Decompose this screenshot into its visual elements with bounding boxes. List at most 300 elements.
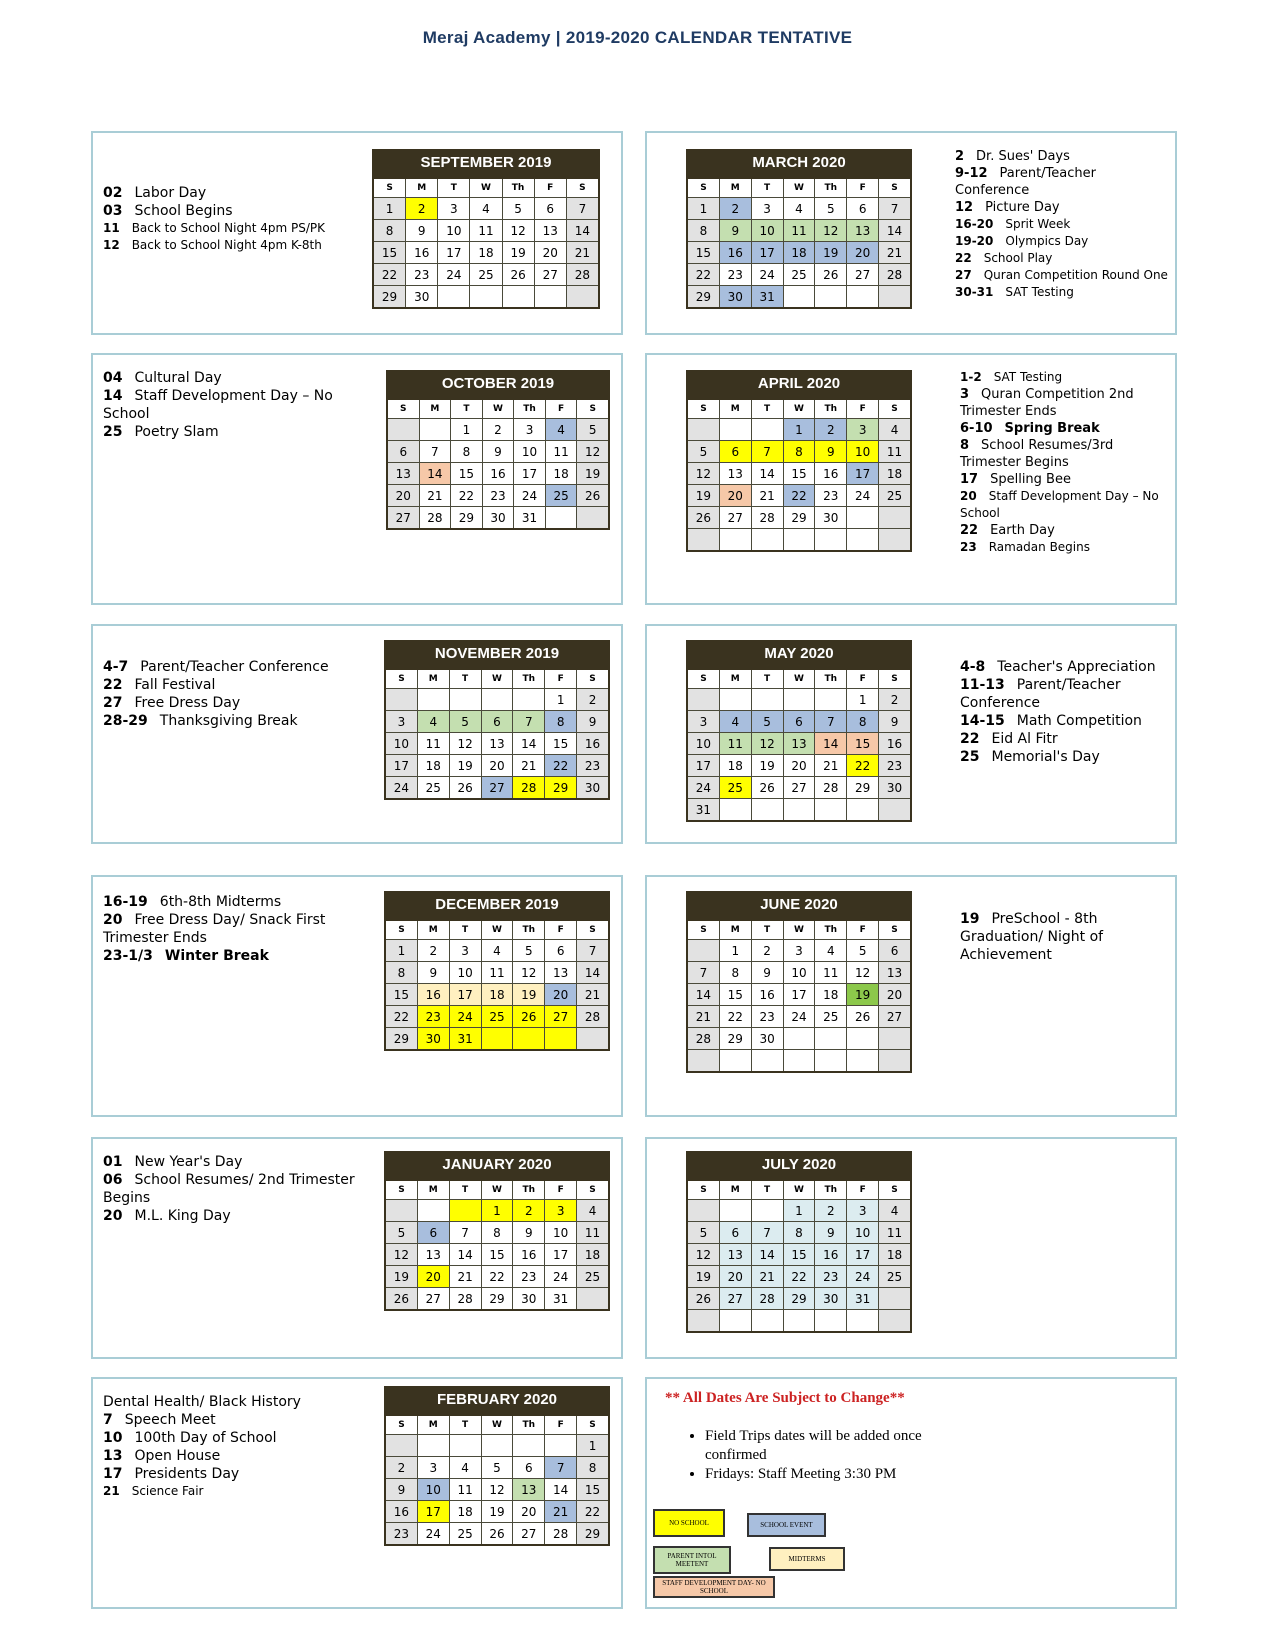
event-item [103,1483,373,1500]
event-date: 19-20 [955,234,994,248]
event-item [960,730,1170,748]
day-cell [513,1435,545,1457]
event-date: 17 [103,1466,123,1482]
event-text: New Year's Day [134,1154,243,1170]
event-item [955,216,1170,233]
event-text: Teacher's Appreciation [997,659,1156,675]
day-cell: 29 [545,777,577,800]
day-cell: 15 [481,1244,513,1266]
day-cell: 5 [687,441,719,463]
day-cell [385,689,417,711]
event-text: Memorial's Day [991,749,1100,765]
day-cell: 24 [438,264,470,286]
day-cell: 19 [513,984,545,1006]
event-item [960,488,1170,522]
day-cell: 25 [719,777,751,799]
weekday-label: T [751,178,783,198]
day-cell: 6 [387,441,419,463]
event-text: Staff Development Day – No School [960,489,1159,520]
event-date: 3 [960,387,970,402]
day-cell: 6 [417,1222,449,1244]
event-date: 02 [103,185,123,201]
day-cell: 6 [847,198,879,220]
weekday-label: T [438,178,470,198]
day-cell: 25 [481,1006,513,1028]
day-cell: 11 [783,220,815,242]
event-item [960,712,1170,730]
month-title: SEPTEMBER 2019 [372,149,600,177]
day-cell: 3 [847,419,879,441]
weekday-label: W [481,920,513,940]
event-date: 20 [960,489,977,503]
day-cell: 14 [545,1479,577,1501]
day-cell: 3 [385,711,417,733]
day-cell: 3 [514,419,546,441]
day-cell: 20 [879,984,911,1006]
day-cell: 20 [719,1266,751,1288]
weekday-label: Th [815,669,847,689]
day-cell: 17 [783,984,815,1006]
event-item [103,893,373,911]
event-date: 4-7 [103,659,129,675]
day-cell: 8 [545,711,577,733]
day-cell: 11 [470,220,502,242]
day-cell: 5 [449,711,481,733]
day-cell: 9 [719,220,751,242]
month-title: JANUARY 2020 [384,1151,610,1179]
day-cell: 3 [449,940,481,962]
day-cell: 14 [566,220,599,242]
day-cell: 20 [481,755,513,777]
day-cell: 9 [385,1479,417,1501]
day-cell: 15 [373,242,406,264]
weekday-label: T [751,1180,783,1200]
day-cell: 22 [687,264,719,286]
event-text: Thanksgiving Break [159,713,298,729]
day-cell: 6 [481,711,513,733]
day-cell: 16 [815,1244,847,1266]
day-cell: 23 [417,1006,449,1028]
event-text: Quran Competition 2nd Trimester Ends [960,387,1134,419]
weekday-label: S [577,920,609,940]
day-cell: 25 [577,1266,609,1288]
weekday-label: T [449,920,481,940]
day-cell: 1 [451,419,483,441]
day-cell [470,286,502,309]
day-cell [687,940,719,962]
event-text: Open House [134,1448,221,1464]
day-cell: 10 [438,220,470,242]
event-text: Parent/Teacher Conference [140,659,329,675]
day-cell: 21 [513,755,545,777]
day-cell: 12 [815,220,847,242]
day-cell: 2 [417,940,449,962]
day-cell: 17 [385,755,417,777]
event-item [955,148,1170,165]
event-item [103,220,373,237]
day-cell: 13 [417,1244,449,1266]
month-title: NOVEMBER 2019 [384,640,610,668]
day-cell: 22 [373,264,406,286]
event-text: Cultural Day [134,370,222,386]
events-october [103,369,353,441]
calendar-november [384,640,610,800]
event-date: 1-2 [960,370,982,384]
weekday-label: M [719,178,751,198]
event-date: 22 [960,731,980,747]
day-cell: 18 [719,755,751,777]
weekday-label: W [482,399,514,419]
weekday-label: Th [513,920,545,940]
day-cell: 27 [719,507,751,529]
day-cell [417,1200,449,1222]
day-cell: 19 [687,485,719,507]
day-cell: 5 [513,940,545,962]
day-cell: 16 [879,733,911,755]
day-cell: 7 [545,1457,577,1479]
event-date: 03 [103,203,123,219]
day-cell: 27 [387,507,419,530]
event-date: 25 [960,749,980,765]
event-item [103,1153,373,1171]
event-text: Parent/Teacher Conference [955,166,1096,198]
calendar-july [686,1151,912,1333]
day-cell: 13 [387,463,419,485]
day-cell: 18 [481,984,513,1006]
day-cell: 9 [513,1222,545,1244]
day-cell [687,1310,719,1333]
day-cell [783,529,815,552]
event-text: 6th-8th Midterms [159,894,282,910]
day-cell: 16 [577,733,609,755]
day-cell: 30 [406,286,438,309]
day-cell: 1 [373,198,406,220]
day-cell: 30 [751,1028,783,1050]
day-cell: 18 [783,242,815,264]
weekday-label: M [417,669,449,689]
day-cell: 25 [783,264,815,286]
day-cell: 11 [481,962,513,984]
day-cell: 6 [783,711,815,733]
day-cell [783,1310,815,1333]
day-cell: 21 [449,1266,481,1288]
day-cell: 10 [545,1222,577,1244]
weekday-label: S [577,1180,609,1200]
event-item [103,911,373,947]
event-item [103,369,353,387]
event-text: Dr. Sues' Days [976,149,1070,164]
calendar-october [386,370,610,530]
day-cell: 25 [815,1006,847,1028]
day-cell: 10 [385,733,417,755]
day-cell: 16 [815,463,847,485]
day-cell: 4 [545,419,577,441]
day-cell: 23 [482,485,514,507]
weekday-label: M [406,178,438,198]
day-cell: 7 [687,962,719,984]
day-cell: 22 [451,485,483,507]
day-cell: 14 [513,733,545,755]
weekday-label: S [373,178,406,198]
weekday-label: S [387,399,419,419]
event-date: 22 [955,251,972,265]
day-cell [566,286,599,309]
weekday-label: M [417,1180,449,1200]
day-cell: 21 [545,1501,577,1523]
day-cell: 24 [385,777,417,800]
event-text: Spring Break [1004,421,1100,436]
event-item [960,369,1170,386]
day-cell: 16 [719,242,751,264]
event-date: 21 [103,1484,120,1498]
day-cell: 31 [514,507,546,530]
day-cell: 1 [577,1435,609,1457]
day-cell: 15 [451,463,483,485]
day-cell: 28 [577,1006,609,1028]
legend-ptc: PARENT INTOL MEETENT [653,1546,731,1574]
event-text: SAT Testing [1005,285,1074,299]
weekday-label: W [470,178,502,198]
day-cell [449,689,481,711]
day-cell: 22 [783,1266,815,1288]
day-cell: 30 [879,777,911,799]
event-text: Parent/Teacher Conference [960,677,1121,711]
day-cell: 3 [751,198,783,220]
day-cell [847,529,879,552]
weekday-label: F [847,920,879,940]
weekday-label: W [783,399,815,419]
day-cell: 8 [577,1457,609,1479]
weekday-label: W [783,1180,815,1200]
day-cell: 12 [687,1244,719,1266]
day-cell: 21 [566,242,599,264]
day-cell: 27 [719,1288,751,1310]
day-cell: 7 [577,940,609,962]
day-cell: 8 [783,1222,815,1244]
day-cell [879,529,911,552]
day-cell: 9 [482,441,514,463]
weekday-label: T [449,1180,481,1200]
event-text: School Resumes/ 2nd Trimester Begins [103,1172,355,1206]
day-cell: 29 [481,1288,513,1311]
day-cell [879,286,911,309]
day-cell: 14 [751,463,783,485]
day-cell: 17 [449,984,481,1006]
day-cell: 24 [847,1266,879,1288]
event-date: 2 [955,149,965,164]
day-cell: 8 [481,1222,513,1244]
day-cell: 4 [577,1200,609,1222]
day-cell: 13 [545,962,577,984]
day-cell: 6 [534,198,566,220]
day-cell: 9 [879,711,911,733]
day-cell: 5 [687,1222,719,1244]
event-text: 100th Day of School [134,1430,277,1446]
day-cell: 19 [502,242,534,264]
day-cell: 31 [687,799,719,822]
day-cell: 29 [719,1028,751,1050]
event-date: 16-19 [103,894,148,910]
day-cell: 24 [514,485,546,507]
day-cell [783,799,815,822]
day-cell: 24 [545,1266,577,1288]
day-cell [577,1288,609,1311]
day-cell: 7 [751,1222,783,1244]
events-september [103,184,373,254]
event-date: 14-15 [960,713,1005,729]
day-cell: 11 [545,441,577,463]
day-cell: 20 [387,485,419,507]
day-cell [847,799,879,822]
change-warning: ** All Dates Are Subject to Change** [665,1390,905,1406]
day-cell: 25 [879,1266,911,1288]
event-date: 30-31 [955,285,994,299]
weekday-label: F [847,178,879,198]
day-cell: 21 [751,1266,783,1288]
day-cell: 23 [751,1006,783,1028]
day-cell: 30 [577,777,609,800]
event-text: Ramadan Begins [988,540,1090,554]
day-cell: 12 [687,463,719,485]
day-cell: 1 [481,1200,513,1222]
event-date: 12 [103,238,120,252]
event-text: Back to School Night 4pm PS/PK [131,221,325,235]
day-cell: 28 [545,1523,577,1546]
day-cell: 16 [751,984,783,1006]
event-item [103,694,373,712]
day-cell: 17 [687,755,719,777]
event-text: Back to School Night 4pm K-8th [131,238,322,252]
day-cell: 6 [545,940,577,962]
day-cell: 15 [719,984,751,1006]
day-cell: 1 [783,419,815,441]
weekday-label: S [385,1415,417,1435]
weekday-label: M [719,1180,751,1200]
events-february-list [103,1411,373,1500]
day-cell: 25 [545,485,577,507]
event-date: 01 [103,1154,123,1170]
weekday-label: T [451,399,483,419]
day-cell: 16 [417,984,449,1006]
weekday-label: S [879,1180,911,1200]
weekday-label: S [687,178,719,198]
day-cell: 10 [847,441,879,463]
event-item [960,437,1170,471]
day-cell [687,1050,719,1073]
day-cell: 26 [815,264,847,286]
day-cell [577,1028,609,1051]
day-cell: 9 [815,1222,847,1244]
day-cell: 29 [783,1288,815,1310]
event-item [103,658,373,676]
event-date: 25 [103,424,123,440]
day-cell: 1 [545,689,577,711]
events-may [960,658,1170,766]
day-cell: 8 [385,962,417,984]
day-cell [687,419,719,441]
events-march [955,148,1170,301]
day-cell: 9 [751,962,783,984]
day-cell [719,799,751,822]
day-cell: 4 [719,711,751,733]
day-cell: 7 [419,441,451,463]
legend-staff-development: STAFF DEVELOPMENT DAY- NO SCHOOL [653,1576,775,1598]
day-cell: 15 [687,242,719,264]
day-cell: 2 [482,419,514,441]
day-cell [545,1028,577,1051]
weekday-label: F [545,920,577,940]
day-cell: 23 [406,264,438,286]
day-cell: 12 [449,733,481,755]
day-cell: 20 [847,242,879,264]
event-date: 9-12 [955,166,988,181]
day-cell [815,529,847,552]
day-cell: 20 [719,485,751,507]
day-cell: 21 [879,242,911,264]
day-cell: 2 [815,419,847,441]
event-text: Presidents Day [134,1466,240,1482]
day-cell: 15 [783,463,815,485]
event-text: M.L. King Day [134,1208,231,1224]
day-cell: 28 [419,507,451,530]
day-cell: 15 [577,1479,609,1501]
weekday-label: S [385,920,417,940]
event-item [103,1465,373,1483]
month-title: FEBRUARY 2020 [384,1386,610,1414]
month-title: OCTOBER 2019 [386,370,610,398]
weekday-label: Th [815,1180,847,1200]
day-cell [719,689,751,711]
day-cell [847,1310,879,1333]
day-cell: 20 [545,984,577,1006]
day-cell: 26 [449,777,481,800]
weekday-label: F [534,178,566,198]
event-item [103,676,373,694]
day-cell: 22 [545,755,577,777]
day-cell [687,689,719,711]
day-cell: 5 [751,711,783,733]
day-cell: 24 [783,1006,815,1028]
weekday-label: F [545,399,577,419]
calendar-september [372,149,600,309]
month-title: MAY 2020 [686,640,912,668]
event-item [103,947,373,965]
weekday-label: S [687,920,719,940]
day-cell: 10 [514,441,546,463]
weekday-label: W [783,920,815,940]
day-cell: 5 [815,198,847,220]
day-cell: 28 [751,1288,783,1310]
day-cell: 21 [687,1006,719,1028]
day-cell: 28 [879,264,911,286]
day-cell: 28 [513,777,545,800]
day-cell [879,1288,911,1310]
day-cell: 8 [451,441,483,463]
day-cell: 2 [751,940,783,962]
weekday-label: F [545,669,577,689]
day-cell [502,286,534,309]
day-cell: 4 [879,419,911,441]
day-cell: 21 [419,485,451,507]
day-cell: 19 [577,463,609,485]
day-cell: 25 [417,777,449,800]
weekday-label: T [751,669,783,689]
day-cell: 20 [513,1501,545,1523]
day-cell: 24 [687,777,719,799]
weekday-label: Th [513,1415,545,1435]
day-cell: 21 [815,755,847,777]
day-cell: 1 [687,198,719,220]
